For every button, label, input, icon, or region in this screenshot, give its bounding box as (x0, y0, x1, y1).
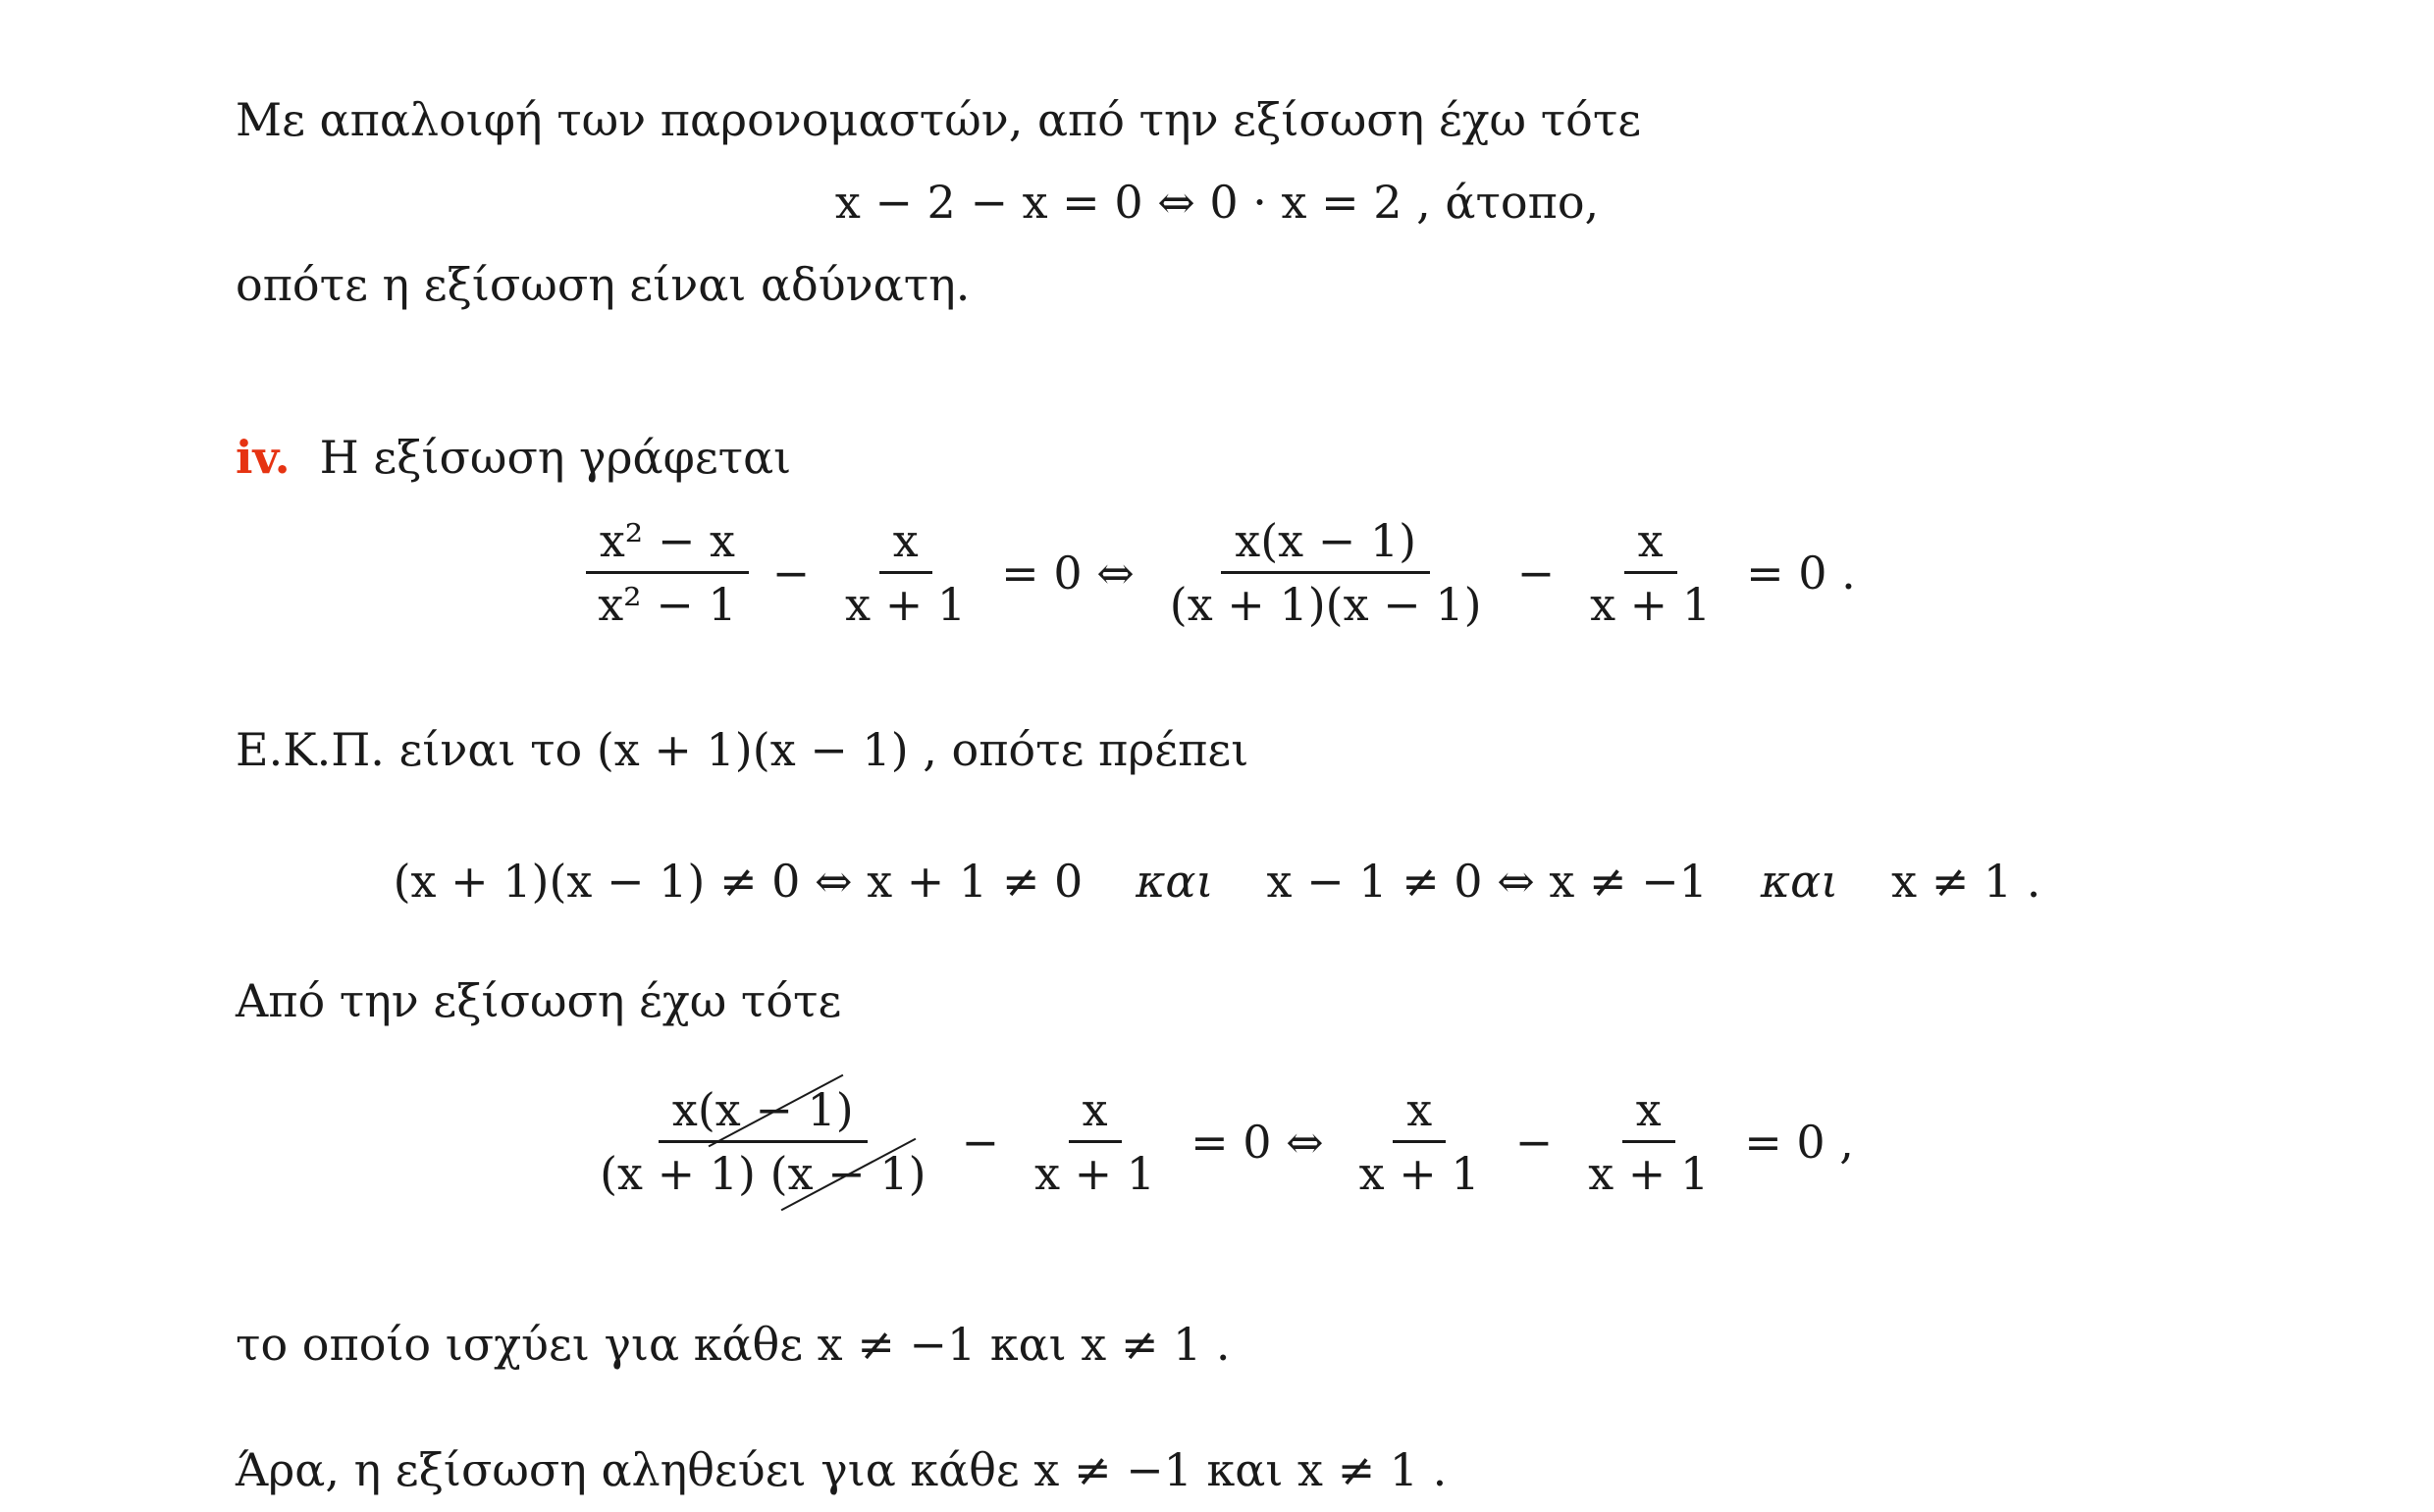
fraction: $\frac{x}{x + 1}$ (1576, 510, 1724, 635)
intro-equation: x − 2 − x = 0 ⇔ 0 · x = 2 , άτοπο, (834, 176, 1600, 229)
part-label: iv. (236, 431, 291, 484)
fraction: $\frac{\text{x² − x}}{\text{x² − 1}}$ (584, 510, 750, 635)
equation-rewrite: $\frac{\text{x² − x}}{\text{x² − 1}}$ − $\frac{x}{x + 1}$ = 0 ⇔ $\frac{x(x - 1)}{(x + 1)(x - 1)}$ − $\frac{x}{x + 1}$ = 0 . (0, 510, 2434, 635)
from-equation-text: Από την εξίσωση έχω τότε (236, 974, 842, 1027)
equation-simplified: $\frac{x(x - 1)}{(x + 1) (x - 1)}$ − $\frac{x}{x + 1}$ = 0 ⇔ $\frac{x}{x + 1}$ − $\frac{x}{x + 1}$ = 0 , (0, 1079, 2434, 1204)
fraction-cancelled: $\frac{x(x - 1)}{(x + 1) (x - 1)}$ (586, 1079, 939, 1204)
conclusion: Άρα, η εξίσωση αληθεύει για κάθε x ≠ −1 και x ≠ 1 . (236, 1443, 1448, 1496)
fraction: $\frac{x}{x + 1}$ (1346, 1079, 1494, 1204)
part-heading-text: Η εξίσωση γράφεται (319, 431, 792, 484)
fraction: $\frac{x}{x + 1}$ (831, 510, 979, 635)
domain-conditions: (x + 1)(x − 1) ≠ 0 ⇔ x + 1 ≠ 0 και x − 1 ≠ 0 ⇔ x ≠ −1 και x ≠ 1 . (393, 855, 2041, 908)
fraction: $\frac{x(x - 1)}{(x + 1)(x - 1)}$ (1156, 510, 1496, 635)
lcd-statement: Ε.Κ.Π. είναι το (x + 1)(x − 1) , οπότε πρέπει (236, 723, 1249, 776)
fraction: $\frac{x}{x + 1}$ (1021, 1079, 1169, 1204)
part-iv-heading (236, 428, 791, 487)
impossible-statement: οπότε η εξίσωση είναι αδύνατη. (236, 258, 971, 311)
intro-text: Με απαλοιφή των παρονομαστών, από την εξίσωση έχω τότε (236, 93, 1642, 146)
cancelled-factor: x − 1 (715, 1079, 836, 1140)
cancelled-factor: x − 1 (788, 1143, 909, 1204)
fraction: $\frac{x}{x + 1}$ (1574, 1079, 1722, 1204)
validity-statement: το οποίο ισχύει για κάθε x ≠ −1 και x ≠ 1 . (236, 1318, 1231, 1371)
